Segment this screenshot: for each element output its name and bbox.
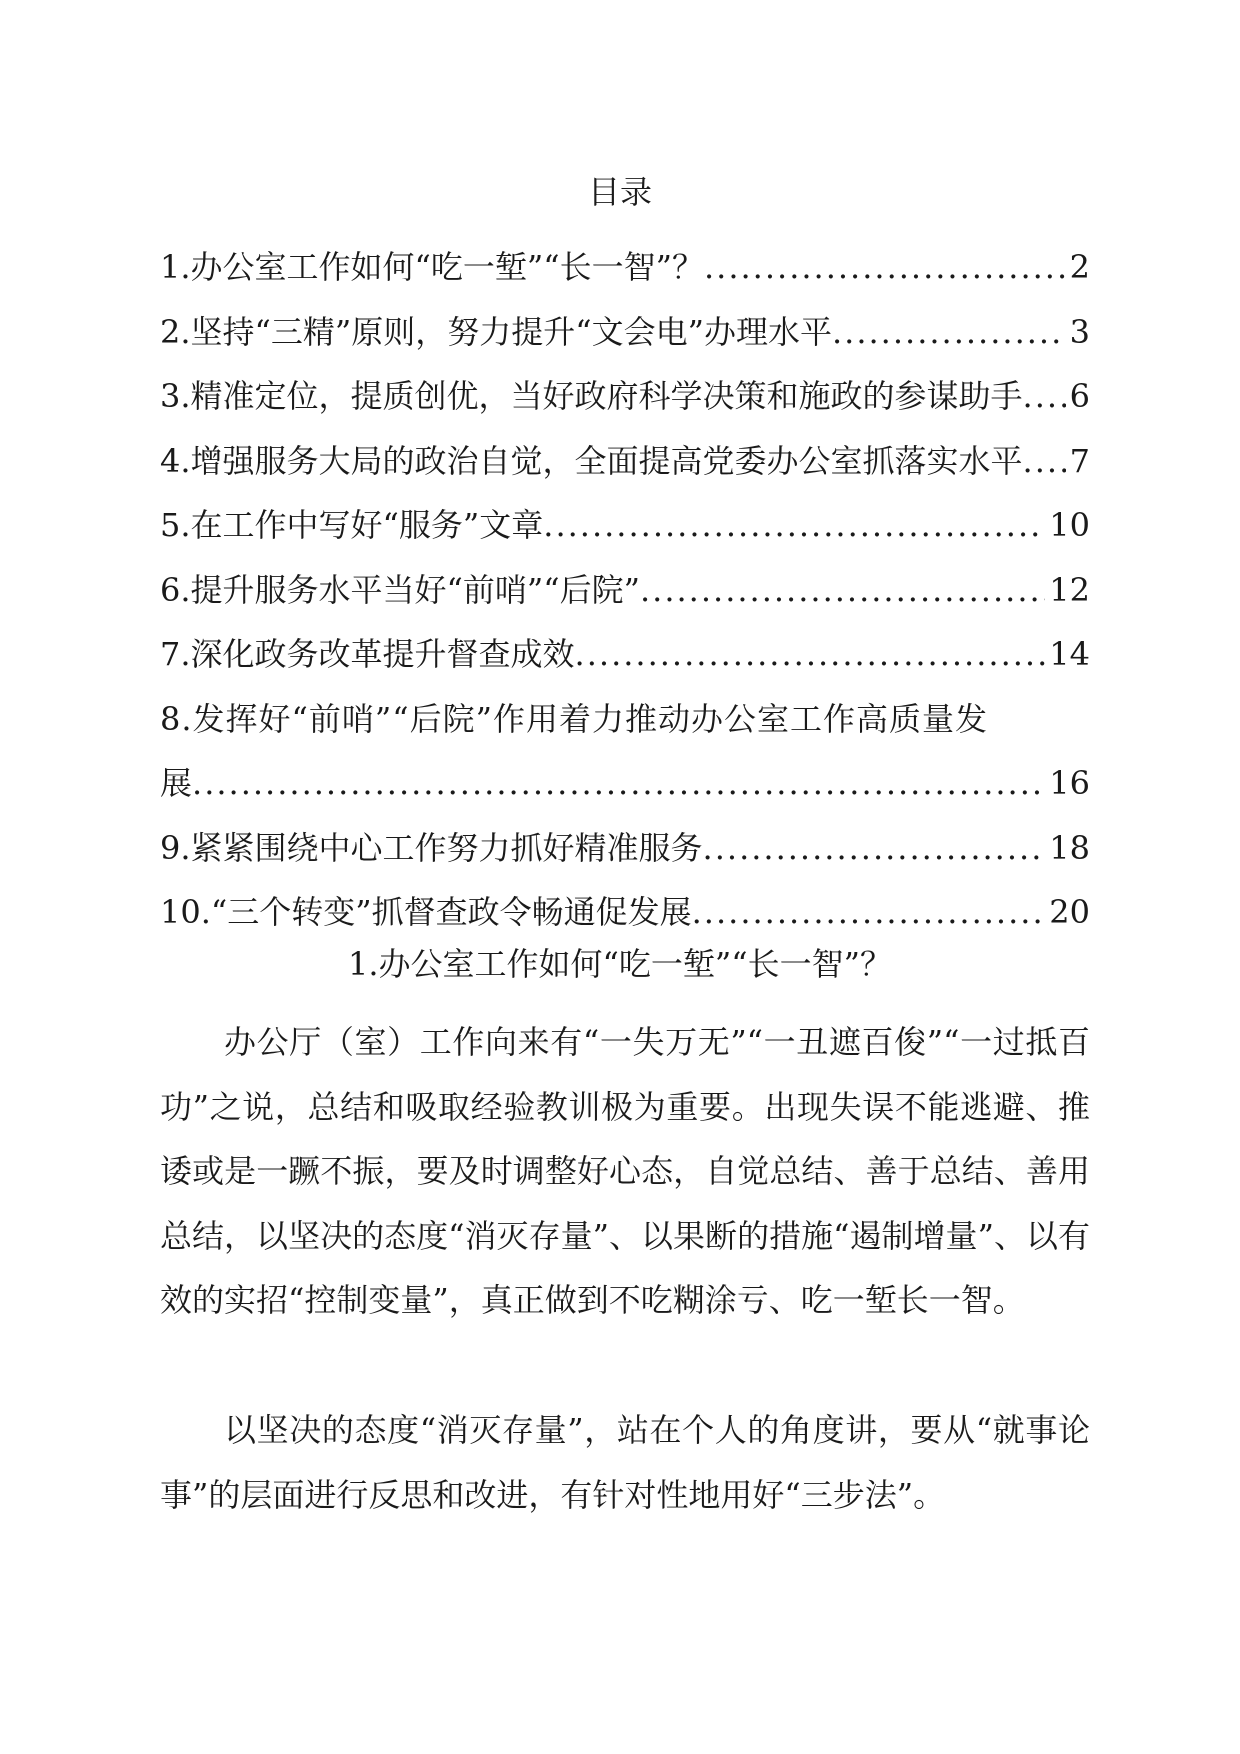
- section-heading: 1.办公室工作如何“吃一堑”“长一智”？: [348, 945, 892, 983]
- toc-entry-title: 4.增强服务大局的政治自觉，全面提高党委办公室抓落实水平: [160, 441, 1023, 480]
- toc-entry-title: 7.深化政务改革提升督查成效: [160, 635, 575, 673]
- toc-entry[interactable]: [160, 816, 1090, 881]
- toc-leader-dots: [543, 493, 1045, 558]
- toc-entry[interactable]: [160, 429, 1090, 494]
- toc-leader-dots: [704, 235, 1066, 300]
- toc-entry[interactable]: [160, 622, 1090, 687]
- toc-entry-page: 16: [1049, 764, 1090, 802]
- toc-entry[interactable]: [160, 493, 1090, 558]
- toc-entry-page: 10: [1049, 506, 1090, 544]
- toc-entry-page: 20: [1049, 893, 1090, 931]
- toc-entry-title: 6.提升服务水平当好“前哨”“后院”: [160, 570, 640, 609]
- toc-leader-dots: [692, 880, 1046, 945]
- toc-entry[interactable]: [160, 300, 1090, 365]
- toc-entry[interactable]: [160, 364, 1090, 429]
- toc-leader-dots: [640, 558, 1045, 623]
- toc-entry-page: 2: [1069, 248, 1090, 286]
- toc-entry-title: 1.办公室工作如何“吃一堑”“长一智”？: [160, 248, 704, 286]
- toc-leader-dots: [832, 300, 1066, 365]
- toc-entry-line1[interactable]: [160, 687, 1090, 752]
- toc-entry-title: 3.精准定位，提质创优，当好政府科学决策和施政的参谋助手: [160, 377, 1023, 415]
- toc-entry-title-continued: 展: [160, 764, 193, 802]
- toc-leader-dots: [1023, 429, 1066, 494]
- toc-entry[interactable]: [160, 558, 1090, 623]
- toc-entry-title: 5.在工作中写好“服务”文章: [160, 506, 544, 544]
- body-paragraph: 以坚决的态度“消灭存量”，站在个人的角度讲，要从“就事论事”的层面进行反思和改进，有针对性地用好“三步法”。: [160, 1411, 1090, 1514]
- toc-entry-title: 2.坚持“三精”原则，努力提升“文会电”办理水平: [160, 312, 832, 351]
- toc-entry[interactable]: [160, 880, 1090, 945]
- toc-entry-page: 3: [1069, 312, 1090, 351]
- toc-leader-dots: [703, 816, 1046, 881]
- toc-leader-dots: [575, 622, 1046, 687]
- toc-entry-page: 7: [1069, 441, 1090, 480]
- body-paragraph: 办公厅（室）工作向来有“一失万无”“一丑遮百俊”“一过抵百功”之说，总结和吸取经验教训极为重要。出现失误不能逃避、推诿或是一蹶不振，要及时调整好心态，自觉总结、善于总结、善用总结，以坚决的态度“消灭存量”、以果断的措施“遏制增量”、以有效的实招“控制变量”，真正做到不吃糊涂亏、吃一堑长一智。: [160, 1023, 1090, 1319]
- toc-entry-page: 12: [1049, 570, 1090, 609]
- toc-leader-dots: [192, 751, 1045, 816]
- toc-entry-line2[interactable]: [160, 751, 1090, 816]
- toc-entry-title: 9.紧紧围绕中心工作努力抓好精准服务: [160, 828, 703, 867]
- toc-entry-page: 6: [1069, 377, 1090, 415]
- toc-leader-dots: [1023, 364, 1066, 429]
- toc-entry-title: 10.“三个转变”抓督查政令畅通促发展: [160, 893, 692, 931]
- toc-entry-page: 18: [1049, 828, 1090, 867]
- toc-entry-page: 14: [1049, 635, 1090, 673]
- toc-title: 目录: [587, 173, 652, 211]
- toc-entry[interactable]: [160, 235, 1090, 300]
- table-of-contents: [160, 235, 1090, 945]
- toc-entry-title: 8.发挥好“前哨”“后院”作用着力推动办公室工作高质量发: [160, 699, 988, 738]
